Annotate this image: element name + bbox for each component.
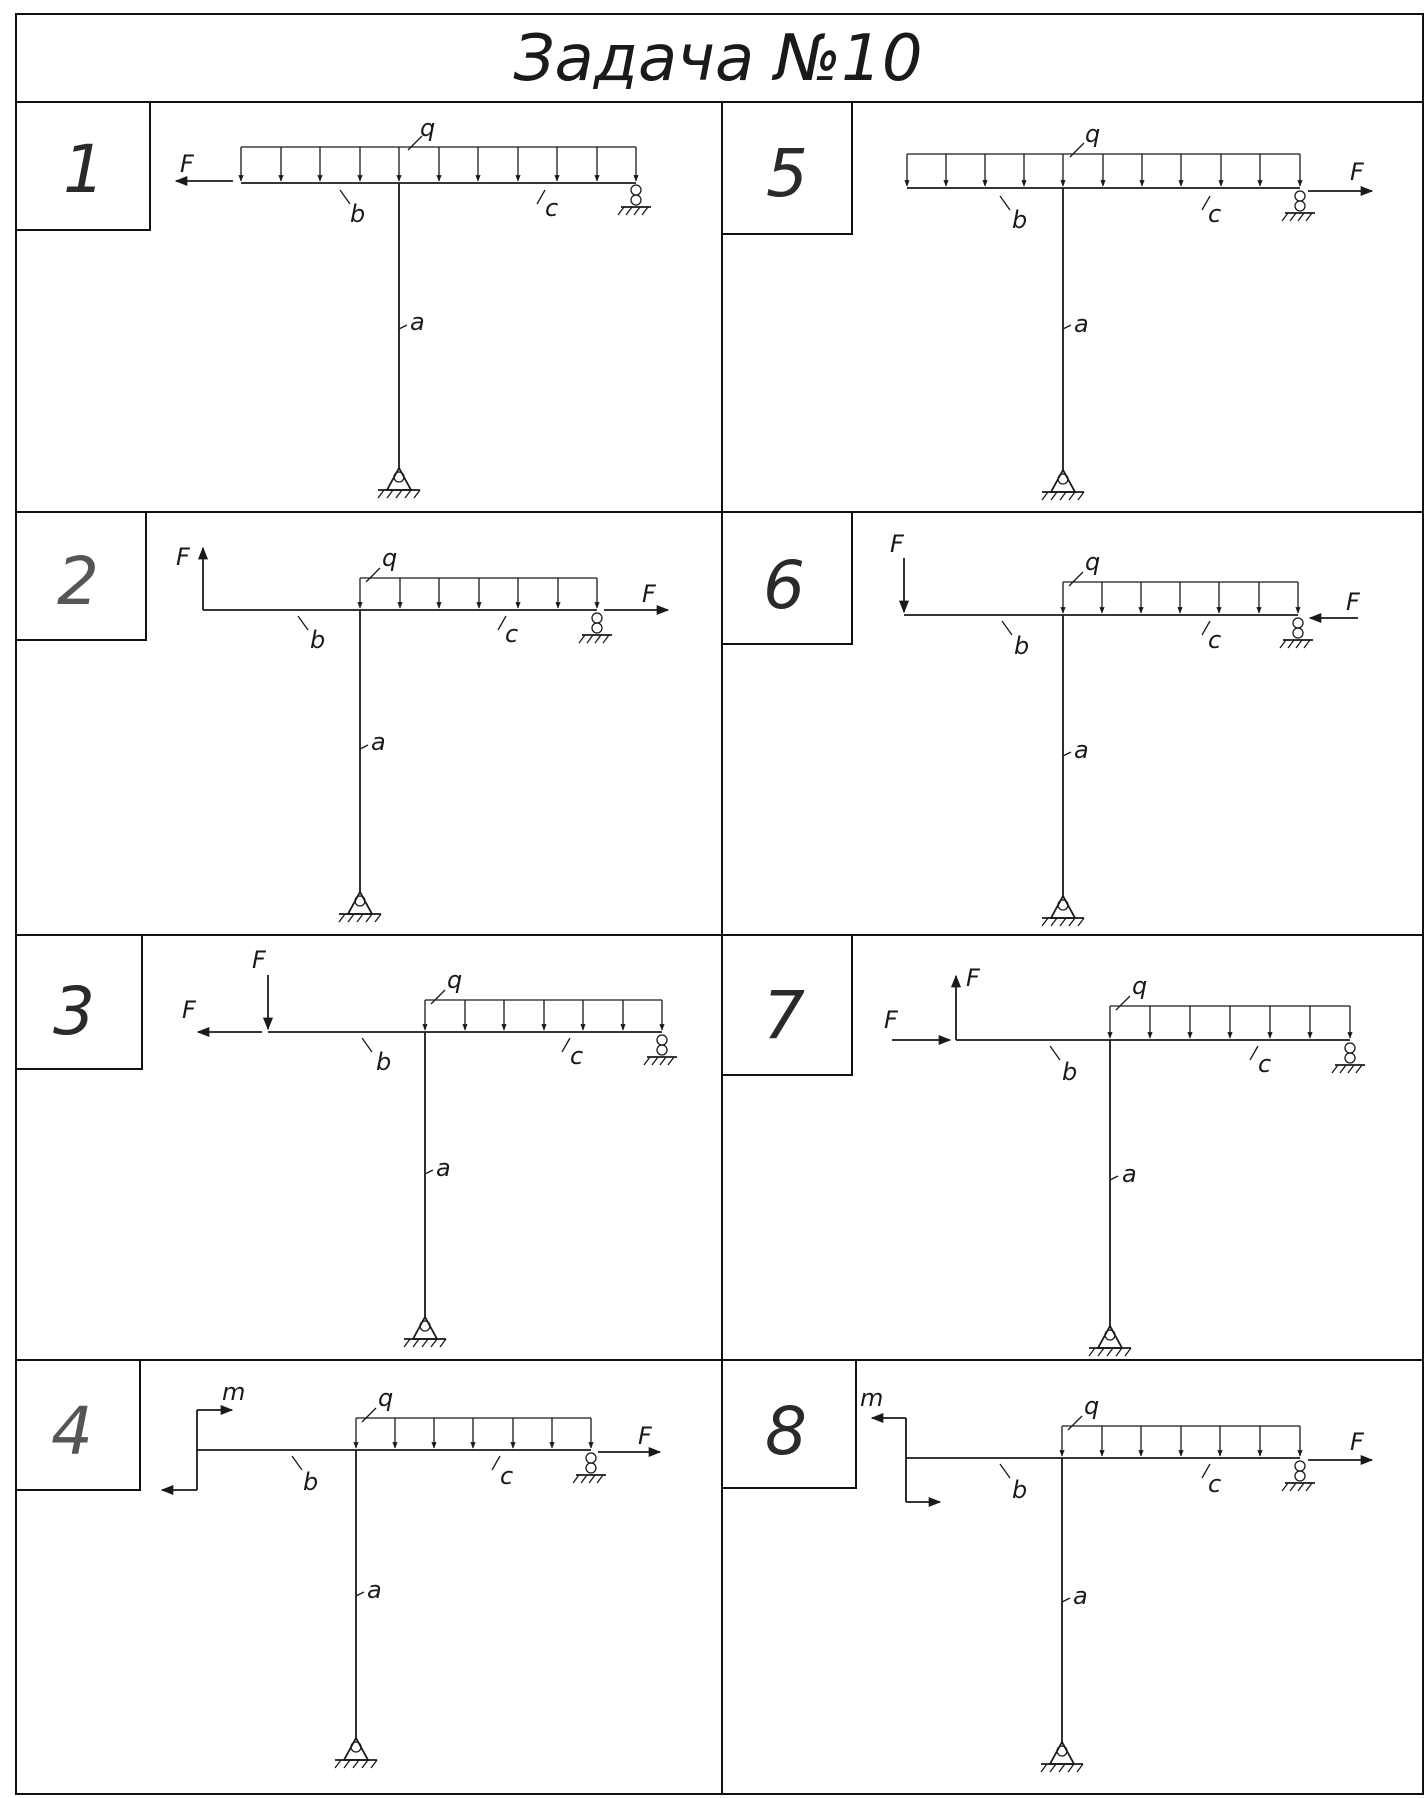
variant-number: 5: [766, 135, 808, 212]
label-F: F: [1350, 158, 1364, 186]
label-q: q: [378, 1384, 394, 1412]
variant-6: [722, 512, 1361, 926]
pin-support: [404, 1317, 446, 1347]
variant-number: 2: [57, 543, 99, 620]
variant-8: [722, 1360, 1372, 1772]
variant-number: 7: [763, 977, 805, 1054]
frame-structure: [241, 183, 636, 468]
roller-support: [579, 613, 612, 643]
frame-structure: [197, 1450, 591, 1738]
label-c: c: [570, 1042, 584, 1070]
distributed-load-q: [425, 1000, 662, 1030]
label-F-horizontal: F: [642, 580, 656, 608]
label-c: c: [1208, 1470, 1222, 1498]
variant-7: [722, 935, 1365, 1356]
distributed-load-q: [1063, 582, 1298, 613]
pin-support: [1041, 1742, 1083, 1772]
label-c: c: [1258, 1050, 1272, 1078]
label-a: a: [410, 308, 425, 336]
label-F-horizontal: F: [182, 996, 196, 1024]
label-a: a: [1122, 1160, 1137, 1188]
label-F-vertical: F: [176, 543, 190, 571]
frame-structure: [906, 1458, 1300, 1742]
page-title: Задача №10: [513, 22, 923, 96]
distributed-load-q: [360, 578, 597, 608]
label-c: c: [505, 620, 519, 648]
variant-number: 4: [51, 1393, 93, 1470]
frame-structure: [203, 610, 597, 892]
frame-structure: [956, 1040, 1350, 1326]
leader-marks: [362, 990, 570, 1174]
pin-support: [1089, 1326, 1131, 1356]
label-q: q: [1085, 548, 1101, 576]
roller-support: [1332, 1043, 1365, 1073]
label-F: F: [638, 1422, 652, 1450]
label-F-vertical: F: [890, 530, 904, 558]
variant-5: [722, 102, 1372, 500]
label-m: m: [860, 1384, 884, 1412]
label-m: m: [222, 1378, 246, 1406]
roller-support: [1282, 1461, 1315, 1491]
label-c: c: [545, 194, 559, 222]
variant-3: [16, 935, 677, 1347]
label-c: c: [500, 1462, 514, 1490]
label-F: F: [1350, 1428, 1364, 1456]
label-a: a: [436, 1154, 451, 1182]
leader-marks: [298, 568, 506, 749]
label-q: q: [420, 114, 436, 142]
label-F: F: [180, 150, 194, 178]
sheet-frame: [16, 14, 1423, 1794]
label-a: a: [1074, 736, 1089, 764]
label-a: a: [1074, 310, 1089, 338]
variant-number: 6: [763, 547, 805, 624]
pin-support: [1042, 896, 1084, 926]
label-b: b: [350, 200, 366, 228]
distributed-load-q: [356, 1418, 591, 1448]
label-b: b: [1014, 632, 1030, 660]
label-F-vertical: F: [252, 946, 266, 974]
distributed-load-q: [907, 154, 1300, 186]
roller-support: [618, 185, 651, 215]
label-b: b: [310, 626, 326, 654]
variant-2: [16, 512, 668, 922]
pin-support: [335, 1738, 377, 1768]
leader-marks: [1050, 996, 1258, 1180]
distributed-load-q: [241, 147, 636, 181]
label-a: a: [367, 1576, 382, 1604]
distributed-load-q: [1062, 1426, 1300, 1456]
label-a: a: [1073, 1582, 1088, 1610]
pin-support: [378, 468, 420, 498]
label-q: q: [1084, 1392, 1100, 1420]
label-b: b: [1012, 206, 1028, 234]
leader-marks: [340, 136, 545, 329]
roller-support: [1282, 191, 1315, 221]
roller-support: [573, 1453, 606, 1483]
label-F-horizontal: F: [1346, 588, 1360, 616]
leader-marks: [1000, 143, 1210, 329]
leader-marks: [1002, 572, 1210, 756]
label-q: q: [447, 966, 463, 994]
distributed-load-q: [1110, 1006, 1350, 1038]
variant-4: [16, 1360, 660, 1768]
label-a: a: [371, 728, 386, 756]
label-F-horizontal: F: [884, 1006, 898, 1034]
pin-support: [1042, 470, 1084, 500]
label-q: q: [1132, 972, 1148, 1000]
frame-structure: [904, 615, 1298, 896]
variant-number: 1: [63, 131, 105, 208]
label-b: b: [1062, 1058, 1078, 1086]
label-q: q: [1085, 120, 1101, 148]
roller-support: [644, 1035, 677, 1065]
leader-marks: [1000, 1416, 1210, 1602]
label-F-vertical: F: [966, 964, 980, 992]
moment-m-couple: [872, 1418, 940, 1502]
frame-structure: [907, 188, 1300, 470]
frame-structure: [268, 1032, 662, 1317]
label-b: b: [376, 1048, 392, 1076]
variant-number: 3: [53, 973, 95, 1050]
label-b: b: [303, 1468, 319, 1496]
variant-number: 8: [765, 1393, 807, 1470]
label-c: c: [1208, 200, 1222, 228]
leader-marks: [292, 1408, 500, 1596]
label-b: b: [1012, 1476, 1028, 1504]
roller-support: [1280, 618, 1313, 648]
label-c: c: [1208, 626, 1222, 654]
label-q: q: [382, 544, 398, 572]
pin-support: [339, 892, 381, 922]
variant-1: [16, 102, 651, 498]
